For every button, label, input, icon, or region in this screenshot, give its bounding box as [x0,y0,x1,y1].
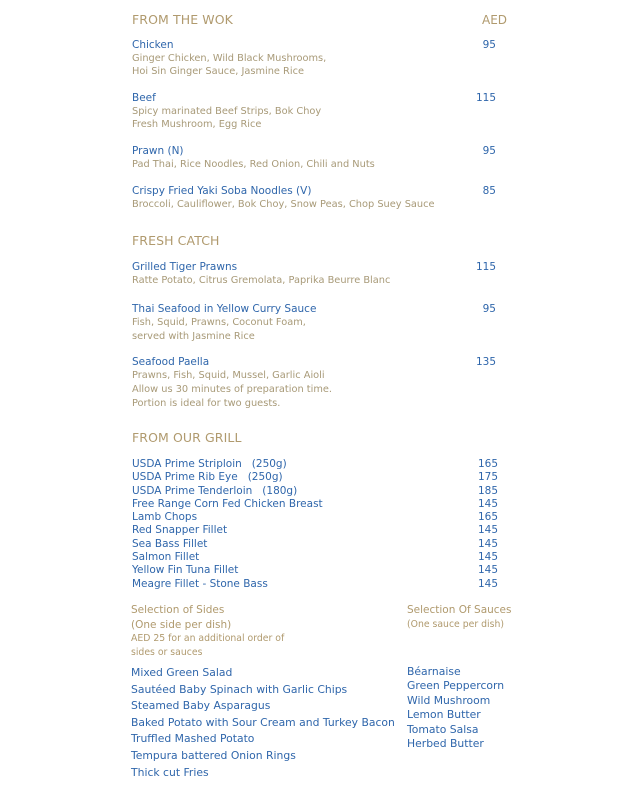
menu-item-name: Beef [132,92,156,104]
grill-item-name: Salmon Fillet [132,551,200,564]
grill-item-name: USDA Prime Striploin (250g) [132,458,287,470]
sides-title: Selection of Sides [131,604,225,616]
grill-row [132,511,498,524]
grill-row [132,564,498,577]
side-item: Mixed Green Salad [131,666,233,679]
menu-item-name: Thai Seafood in Yellow Curry Sauce [132,303,317,315]
grill-item-price: 145 [477,564,498,577]
menu-item-desc: Fresh Mushroom, Egg Rice [132,119,262,130]
grill-row [132,538,498,551]
side-item: Sautéed Baby Spinach with Garlic Chips [131,682,348,696]
side-item: Steamed Baby Asparagus [131,699,271,713]
grill-item-price: 165 [477,458,498,470]
sauces-list [407,665,504,751]
menu-item-price: 135 [475,356,496,368]
side-item: Baked Potato with Sour Cream and Turkey Bacon [131,715,395,729]
grill-row [132,458,498,471]
sauces-note: (One sauce per dish) [407,618,504,630]
grill-item-price: 185 [477,484,498,497]
grill-item-name: Red Snapper Fillet [132,524,228,537]
menu-item-price: 115 [475,261,496,273]
currency-label: AED [482,13,508,27]
menu-item-desc: Prawns, Fish, Squid, Mussel, Garlic Aioli [132,370,325,381]
sauce-item: Wild Mushroom [407,693,491,707]
sauce-item: Green Peppercorn [407,679,505,693]
menu-item-desc: Fish, Squid, Prawns, Coconut Foam, [132,317,306,328]
grill-item-name: Yellow Fin Tuna Fillet [132,564,239,577]
grill-item-name: USDA Prime Rib Eye (250g) [132,471,283,484]
sauce-item: Béarnaise [407,665,461,678]
menu-item-desc: Allow us 30 minutes of preparation time. [132,384,333,395]
menu-item-desc: Portion is ideal for two guests. [132,398,281,409]
sauce-item: Lemon Butter [407,708,481,722]
grill-row [132,524,498,537]
side-item: Truffled Mashed Potato [131,732,255,746]
side-item: Thick cut Fries [131,765,209,779]
grill-item-price: 145 [477,497,498,510]
menu-item-price: 95 [482,39,496,51]
menu-item-name: Seafood Paella [132,356,210,368]
menu-item-price: 115 [475,92,496,104]
menu-item-price: 95 [482,303,496,315]
grill-item-price: 145 [477,551,498,564]
grill-item-name: Free Range Corn Fed Chicken Breast [132,497,323,510]
menu-item-desc: Ratte Potato, Citrus Gremolata, Paprika Beurre Blanc [132,275,391,286]
menu-item-price: 95 [482,145,496,157]
menu-item-price: 85 [482,185,496,197]
grill-item-name: Sea Bass Fillet [132,537,208,550]
sides-header [131,603,284,659]
menu-item-name: Chicken [132,39,174,51]
grill-row [132,485,498,498]
menu-item-desc: Broccoli, Cauliflower, Bok Choy, Snow Peas, Chop Suey Sauce [132,199,435,210]
menu-item-desc: Ginger Chicken, Wild Black Mushrooms, [132,53,327,64]
grill-row [132,578,498,591]
sauces-title: Selection Of Sauces [407,604,512,616]
menu-item-name: Prawn (N) [132,145,184,157]
grill-item-name: Meagre Fillet - Stone Bass [132,577,268,590]
section-title-catch: FRESH CATCH [132,233,220,248]
menu-item-desc: Hoi Sin Ginger Sauce, Jasmine Rice [132,66,305,77]
menu-item-desc: Pad Thai, Rice Noodles, Red Onion, Chili and Nuts [132,159,375,170]
grill-item-name: Lamb Chops [132,511,198,524]
grill-row [132,471,498,484]
menu-item-desc: served with Jasmine Rice [132,331,255,342]
grill-item-name: USDA Prime Tenderloin (180g) [132,484,298,497]
grill-item-price: 145 [477,524,498,537]
menu-item-desc: Spicy marinated Beef Strips, Bok Choy [132,106,322,117]
sides-note: sides or sauces [131,646,203,658]
section-title-wok: FROM THE WOK [132,12,233,27]
grill-row [132,551,498,564]
grill-item-price: 175 [477,471,498,484]
sauces-header [407,603,511,631]
grill-row [132,498,498,511]
sauce-item: Tomato Salsa [407,722,479,736]
section-title-grill: FROM OUR GRILL [132,430,242,445]
grill-item-price: 165 [477,511,498,524]
menu-item-name: Grilled Tiger Prawns [132,261,238,273]
grill-list [132,458,498,591]
sides-list [131,665,395,781]
sides-note: AED 25 for an additional order of [131,633,285,644]
grill-item-price: 145 [477,537,498,550]
grill-item-price: 145 [477,577,498,590]
sides-note: (One side per dish) [131,618,232,631]
menu-item-name: Crispy Fried Yaki Soba Noodles (V) [132,185,312,197]
sauce-item: Herbed Butter [407,737,484,751]
side-item: Tempura battered Onion Rings [131,748,296,762]
